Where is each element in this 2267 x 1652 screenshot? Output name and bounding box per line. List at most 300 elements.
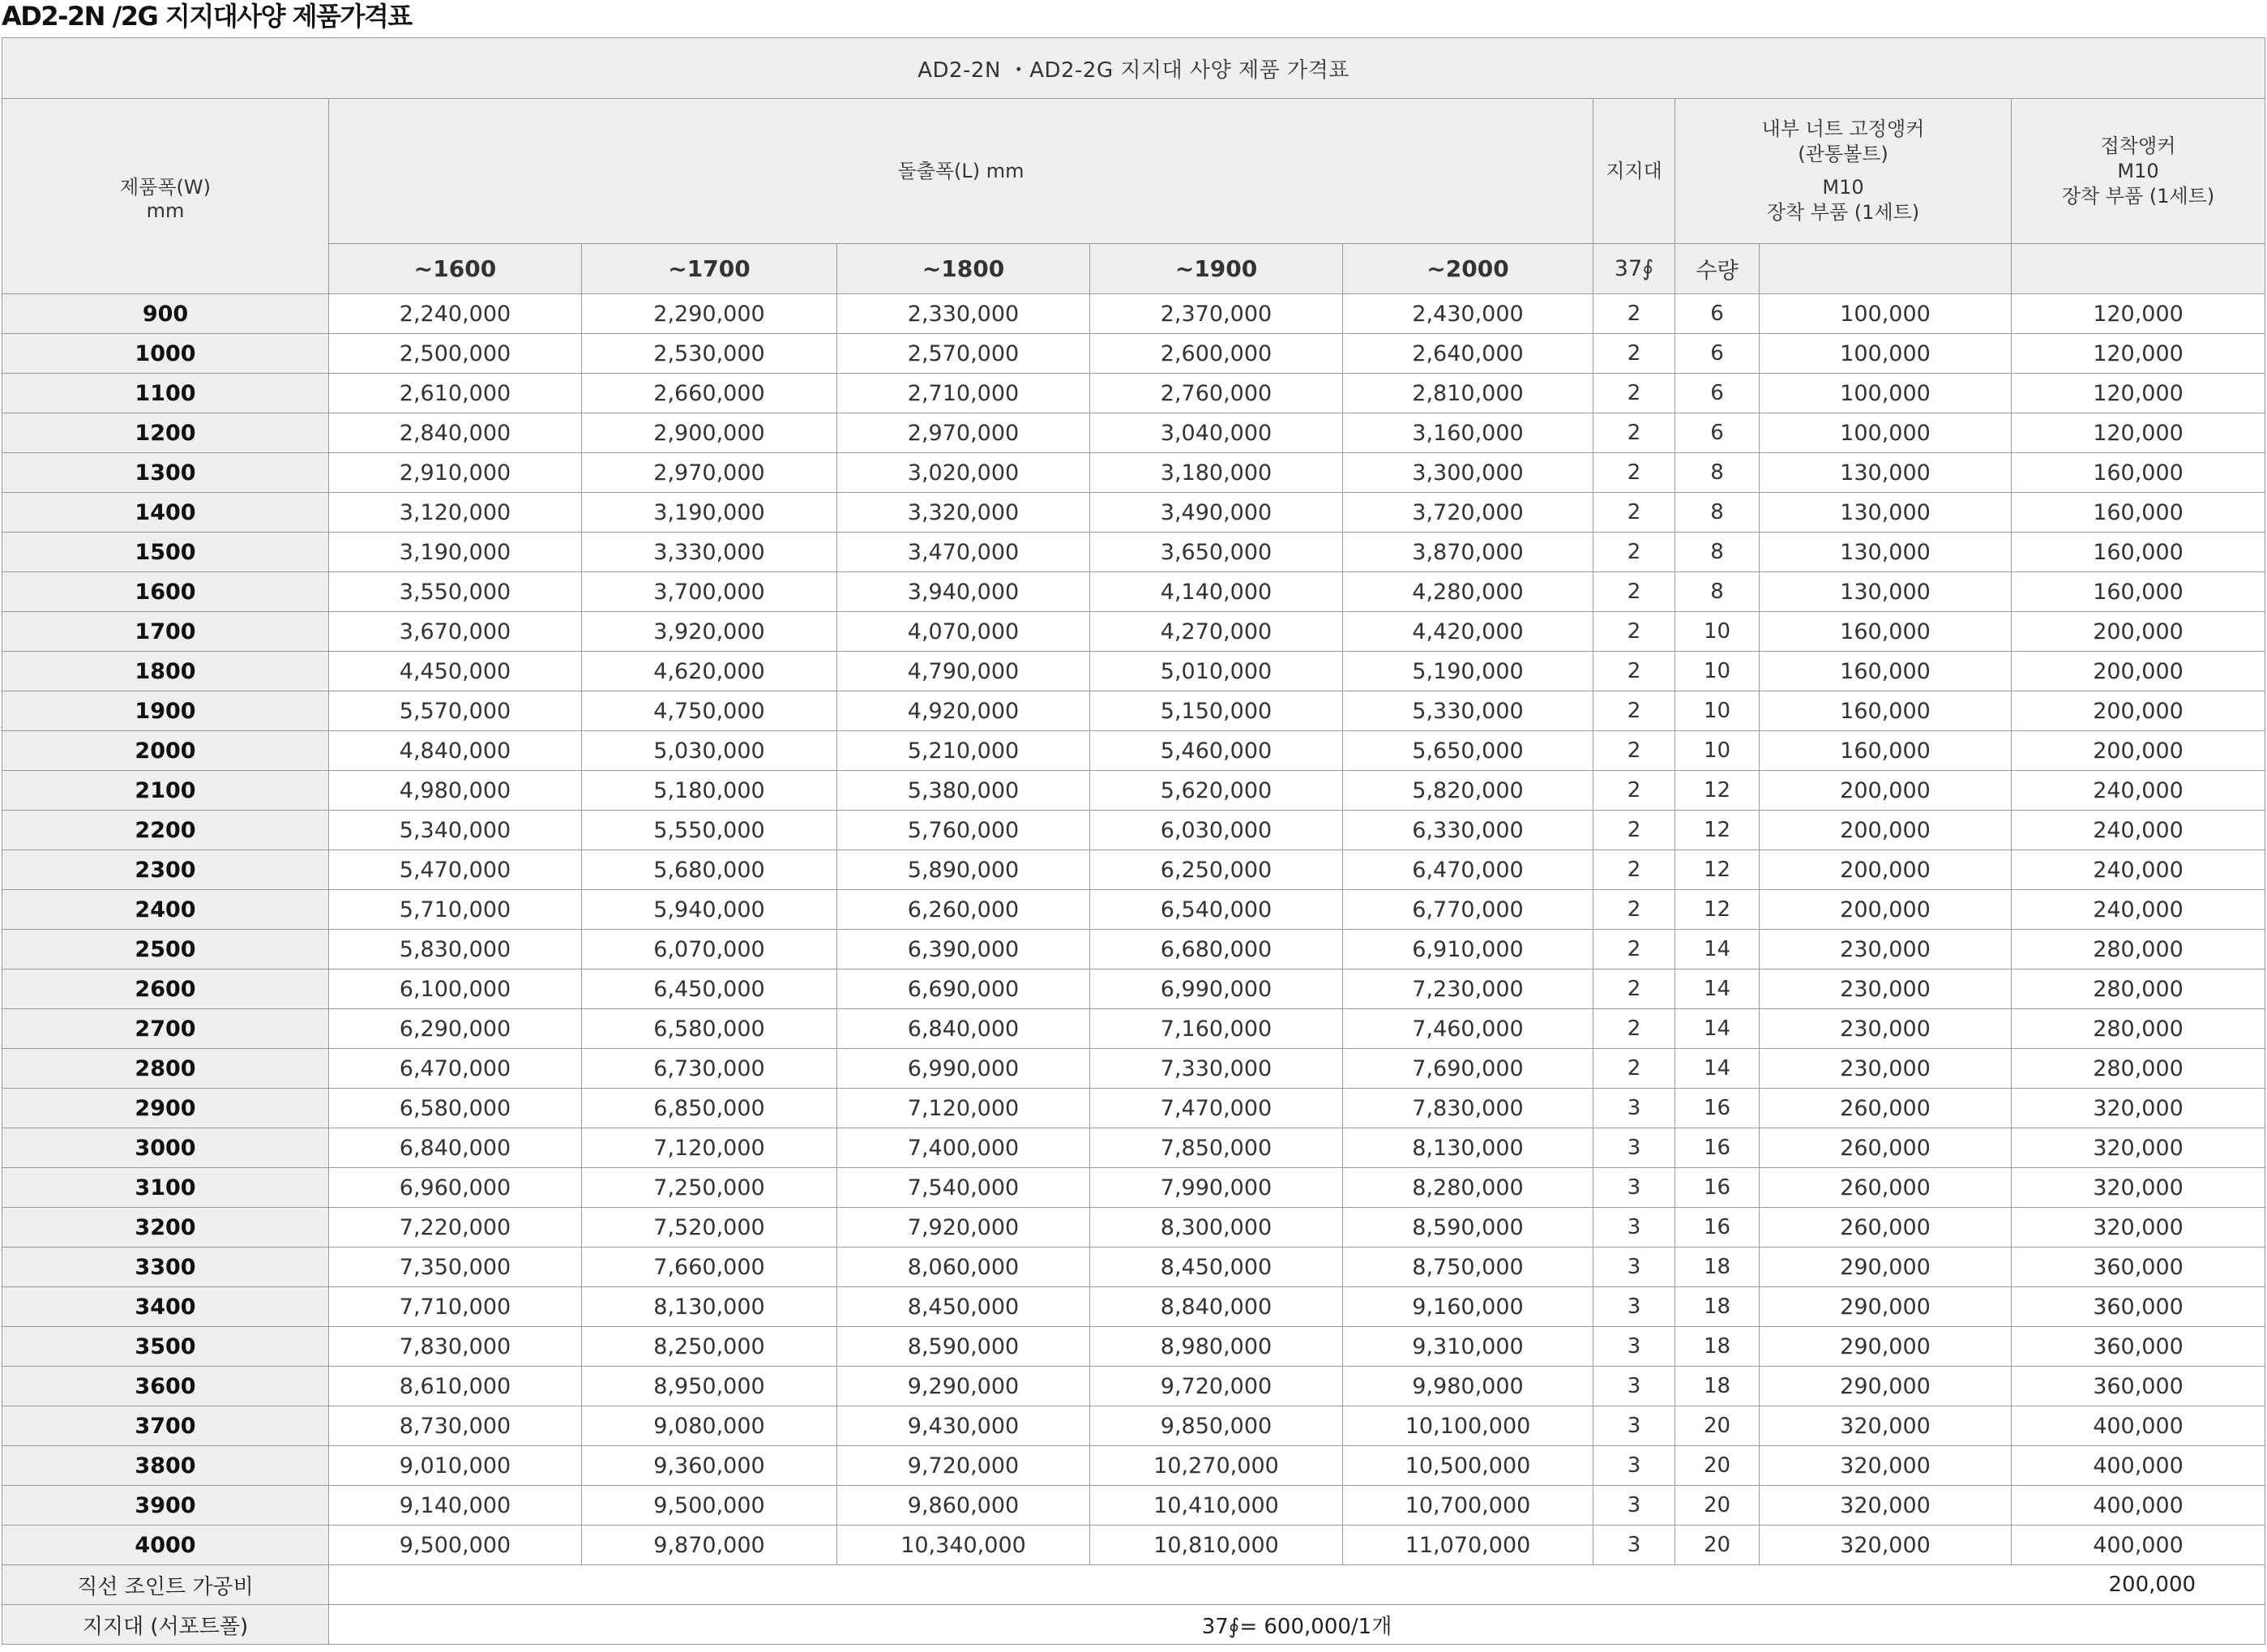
price-cell: 2,810,000	[1343, 374, 1593, 413]
inner-anchor-price: 230,000	[1760, 930, 2012, 969]
price-cell: 5,210,000	[837, 731, 1090, 771]
length-col-1900: ~1900	[1090, 244, 1343, 294]
row-width: 3200	[2, 1208, 329, 1248]
price-cell: 6,730,000	[582, 1049, 837, 1089]
anchor-qty: 12	[1675, 771, 1760, 811]
price-cell: 6,990,000	[837, 1049, 1090, 1089]
price-cell: 9,850,000	[1090, 1406, 1343, 1446]
price-cell: 5,330,000	[1343, 691, 1593, 731]
support-count: 2	[1593, 413, 1675, 453]
row-width: 3600	[2, 1367, 329, 1406]
inner-anchor-price: 200,000	[1760, 850, 2012, 890]
adhesive-anchor-price: 360,000	[2012, 1287, 2265, 1327]
inner-anchor-price: 160,000	[1760, 652, 2012, 691]
adhesive-line2: M10	[2117, 159, 2159, 182]
support-count: 3	[1593, 1367, 1675, 1406]
price-cell: 7,990,000	[1090, 1168, 1343, 1208]
inner-anchor-line4: 장착 부품 (1세트)	[1766, 201, 1920, 224]
table-row	[2, 1009, 2265, 1049]
inner-anchor-line3: M10	[1822, 176, 1864, 199]
anchor-qty: 16	[1675, 1168, 1760, 1208]
joint-cost-label: 직선 조인트 가공비	[2, 1565, 329, 1605]
price-cell: 2,840,000	[329, 413, 582, 453]
price-cell: 4,750,000	[582, 691, 837, 731]
table-row	[2, 374, 2265, 413]
support-count: 3	[1593, 1526, 1675, 1565]
price-cell: 7,540,000	[837, 1168, 1090, 1208]
adhesive-anchor-price: 240,000	[2012, 811, 2265, 850]
support-count: 2	[1593, 572, 1675, 612]
inner-anchor-header	[1675, 99, 2012, 244]
price-cell: 7,460,000	[1343, 1009, 1593, 1049]
price-cell: 3,320,000	[837, 493, 1090, 533]
price-cell: 8,750,000	[1343, 1248, 1593, 1287]
inner-anchor-price: 230,000	[1760, 969, 2012, 1009]
price-cell: 8,730,000	[329, 1406, 582, 1446]
table-row	[2, 652, 2265, 691]
price-cell: 3,700,000	[582, 572, 837, 612]
inner-anchor-price: 100,000	[1760, 374, 2012, 413]
price-cell: 11,070,000	[1343, 1526, 1593, 1565]
anchor-qty: 16	[1675, 1208, 1760, 1248]
anchor-qty: 20	[1675, 1406, 1760, 1446]
price-cell: 5,760,000	[837, 811, 1090, 850]
adhesive-anchor-price: 200,000	[2012, 652, 2265, 691]
price-cell: 6,910,000	[1343, 930, 1593, 969]
price-cell: 7,350,000	[329, 1248, 582, 1287]
price-cell: 4,270,000	[1090, 612, 1343, 652]
adhesive-anchor-price: 200,000	[2012, 691, 2265, 731]
adhesive-anchor-price: 240,000	[2012, 771, 2265, 811]
support-count: 3	[1593, 1089, 1675, 1128]
inner-anchor-line1: 내부 너트 고정앵커	[1761, 118, 1925, 140]
price-cell: 8,590,000	[1343, 1208, 1593, 1248]
adhesive-anchor-price: 320,000	[2012, 1128, 2265, 1168]
inner-anchor-line2: (관통볼트)	[1798, 143, 1888, 165]
footer-row-support	[2, 1605, 2265, 1645]
adhesive-anchor-price: 400,000	[2012, 1446, 2265, 1486]
price-cell: 8,590,000	[837, 1327, 1090, 1367]
price-cell: 6,100,000	[329, 969, 582, 1009]
price-cell: 8,130,000	[1343, 1128, 1593, 1168]
price-cell: 5,010,000	[1090, 652, 1343, 691]
table-row	[2, 334, 2265, 374]
support-count: 2	[1593, 374, 1675, 413]
table-row	[2, 1128, 2265, 1168]
price-cell: 4,980,000	[329, 771, 582, 811]
anchor-qty: 18	[1675, 1367, 1760, 1406]
price-cell: 7,250,000	[582, 1168, 837, 1208]
anchor-qty: 6	[1675, 334, 1760, 374]
anchor-qty: 8	[1675, 453, 1760, 493]
price-cell: 8,060,000	[837, 1248, 1090, 1287]
support-count: 3	[1593, 1406, 1675, 1446]
adhesive-anchor-price: 320,000	[2012, 1208, 2265, 1248]
adhesive-line3: 장착 부품 (1세트)	[2061, 184, 2215, 208]
price-cell: 6,840,000	[837, 1009, 1090, 1049]
row-width: 2000	[2, 731, 329, 771]
adhesive-anchor-price: 320,000	[2012, 1168, 2265, 1208]
price-cell: 6,030,000	[1090, 811, 1343, 850]
support-count: 2	[1593, 930, 1675, 969]
length-col-2000: ~2000	[1343, 244, 1593, 294]
price-cell: 6,580,000	[329, 1089, 582, 1128]
inner-anchor-price: 320,000	[1760, 1526, 2012, 1565]
price-cell: 5,620,000	[1090, 771, 1343, 811]
row-width: 2500	[2, 930, 329, 969]
adhesive-line1: 접착앵커	[2100, 134, 2176, 157]
anchor-qty: 10	[1675, 691, 1760, 731]
anchor-qty: 12	[1675, 811, 1760, 850]
support-count: 2	[1593, 294, 1675, 334]
table-row	[2, 1446, 2265, 1486]
inner-anchor-price: 130,000	[1760, 572, 2012, 612]
table-row	[2, 930, 2265, 969]
adhesive-anchor-price: 400,000	[2012, 1526, 2265, 1565]
anchor-qty: 6	[1675, 374, 1760, 413]
price-cell: 6,250,000	[1090, 850, 1343, 890]
length-col-1800: ~1800	[837, 244, 1090, 294]
adhesive-anchor-price: 200,000	[2012, 612, 2265, 652]
row-width: 1300	[2, 453, 329, 493]
price-cell: 2,610,000	[329, 374, 582, 413]
price-cell: 9,980,000	[1343, 1367, 1593, 1406]
table-row	[2, 1486, 2265, 1526]
price-cell: 3,190,000	[329, 533, 582, 572]
price-cell: 3,300,000	[1343, 453, 1593, 493]
adhesive-anchor-price: 400,000	[2012, 1406, 2265, 1446]
price-cell: 6,850,000	[582, 1089, 837, 1128]
price-cell: 3,870,000	[1343, 533, 1593, 572]
price-rows	[2, 294, 2265, 1565]
price-cell: 4,920,000	[837, 691, 1090, 731]
price-cell: 7,660,000	[582, 1248, 837, 1287]
price-cell: 8,250,000	[582, 1327, 837, 1367]
inner-anchor-price: 200,000	[1760, 771, 2012, 811]
price-cell: 9,140,000	[329, 1486, 582, 1526]
price-cell: 7,850,000	[1090, 1128, 1343, 1168]
support-count: 2	[1593, 890, 1675, 930]
row-width: 2700	[2, 1009, 329, 1049]
price-cell: 3,650,000	[1090, 533, 1343, 572]
inner-anchor-price: 290,000	[1760, 1327, 2012, 1367]
anchor-qty: 14	[1675, 1049, 1760, 1089]
adhesive-anchor-header	[2012, 99, 2265, 244]
price-cell: 3,020,000	[837, 453, 1090, 493]
anchor-qty: 20	[1675, 1526, 1760, 1565]
inner-anchor-price: 320,000	[1760, 1446, 2012, 1486]
row-width: 3900	[2, 1486, 329, 1526]
price-cell: 3,120,000	[329, 493, 582, 533]
price-cell: 3,550,000	[329, 572, 582, 612]
anchor-qty: 18	[1675, 1287, 1760, 1327]
price-cell: 2,430,000	[1343, 294, 1593, 334]
length-col-1600: ~1600	[329, 244, 582, 294]
adhesive-anchor-price: 120,000	[2012, 413, 2265, 453]
adhesive-anchor-price: 160,000	[2012, 572, 2265, 612]
width-header	[2, 99, 329, 294]
adhesive-price-header	[2012, 244, 2265, 294]
adhesive-anchor-price: 120,000	[2012, 374, 2265, 413]
table-row	[2, 1168, 2265, 1208]
price-cell: 2,600,000	[1090, 334, 1343, 374]
price-cell: 3,160,000	[1343, 413, 1593, 453]
price-cell: 7,520,000	[582, 1208, 837, 1248]
price-cell: 9,720,000	[1090, 1367, 1343, 1406]
price-cell: 2,240,000	[329, 294, 582, 334]
support-header: 지지대	[1593, 99, 1675, 244]
row-width: 3700	[2, 1406, 329, 1446]
table-row	[2, 1526, 2265, 1565]
price-cell: 7,690,000	[1343, 1049, 1593, 1089]
price-cell: 6,290,000	[329, 1009, 582, 1049]
anchor-qty: 8	[1675, 572, 1760, 612]
price-cell: 9,870,000	[582, 1526, 837, 1565]
row-width: 1800	[2, 652, 329, 691]
anchor-qty: 12	[1675, 890, 1760, 930]
price-cell: 5,030,000	[582, 731, 837, 771]
inner-anchor-price: 230,000	[1760, 1009, 2012, 1049]
inner-anchor-price: 130,000	[1760, 493, 2012, 533]
row-width: 1900	[2, 691, 329, 731]
price-cell: 2,530,000	[582, 334, 837, 374]
price-cell: 3,190,000	[582, 493, 837, 533]
anchor-qty: 12	[1675, 850, 1760, 890]
price-cell: 3,470,000	[837, 533, 1090, 572]
inner-anchor-price: 290,000	[1760, 1367, 2012, 1406]
inner-anchor-price: 290,000	[1760, 1287, 2012, 1327]
joint-cost-value: 200,000	[329, 1565, 2265, 1605]
price-cell: 6,330,000	[1343, 811, 1593, 850]
price-cell: 5,460,000	[1090, 731, 1343, 771]
table-row	[2, 453, 2265, 493]
support-count: 3	[1593, 1208, 1675, 1248]
anchor-qty: 10	[1675, 612, 1760, 652]
price-cell: 3,490,000	[1090, 493, 1343, 533]
row-width: 2200	[2, 811, 329, 850]
table-row	[2, 413, 2265, 453]
anchor-qty: 8	[1675, 493, 1760, 533]
price-cell: 4,840,000	[329, 731, 582, 771]
adhesive-anchor-price: 400,000	[2012, 1486, 2265, 1526]
length-col-1700: ~1700	[582, 244, 837, 294]
table-row	[2, 612, 2265, 652]
anchor-qty: 14	[1675, 969, 1760, 1009]
support-pole-value: 37∮= 600,000/1개	[329, 1605, 2265, 1645]
price-cell: 6,390,000	[837, 930, 1090, 969]
adhesive-anchor-price: 360,000	[2012, 1367, 2265, 1406]
price-cell: 2,570,000	[837, 334, 1090, 374]
price-cell: 2,900,000	[582, 413, 837, 453]
row-width: 4000	[2, 1526, 329, 1565]
table-row	[2, 572, 2265, 612]
price-cell: 8,450,000	[1090, 1248, 1343, 1287]
support-count: 3	[1593, 1486, 1675, 1526]
anchor-qty: 6	[1675, 413, 1760, 453]
row-width: 3400	[2, 1287, 329, 1327]
price-cell: 7,230,000	[1343, 969, 1593, 1009]
price-cell: 9,720,000	[837, 1446, 1090, 1486]
price-cell: 5,710,000	[329, 890, 582, 930]
price-cell: 7,330,000	[1090, 1049, 1343, 1089]
support-diameter: 37∮	[1593, 244, 1675, 294]
price-cell: 5,820,000	[1343, 771, 1593, 811]
width-header-unit: mm	[146, 199, 185, 222]
adhesive-anchor-price: 160,000	[2012, 453, 2265, 493]
price-cell: 10,500,000	[1343, 1446, 1593, 1486]
adhesive-anchor-price: 280,000	[2012, 1049, 2265, 1089]
table-row	[2, 969, 2265, 1009]
adhesive-anchor-price: 120,000	[2012, 294, 2265, 334]
width-header-label: 제품폭(W)	[119, 175, 211, 199]
price-cell: 8,130,000	[582, 1287, 837, 1327]
adhesive-anchor-price: 280,000	[2012, 1009, 2265, 1049]
price-cell: 9,010,000	[329, 1446, 582, 1486]
price-cell: 4,280,000	[1343, 572, 1593, 612]
price-cell: 6,680,000	[1090, 930, 1343, 969]
price-cell: 8,610,000	[329, 1367, 582, 1406]
price-cell: 9,360,000	[582, 1446, 837, 1486]
anchor-qty: 16	[1675, 1128, 1760, 1168]
row-width: 1200	[2, 413, 329, 453]
inner-anchor-price: 200,000	[1760, 890, 2012, 930]
price-cell: 3,670,000	[329, 612, 582, 652]
price-cell: 6,690,000	[837, 969, 1090, 1009]
inner-anchor-price: 230,000	[1760, 1049, 2012, 1089]
price-cell: 10,340,000	[837, 1526, 1090, 1565]
price-cell: 3,720,000	[1343, 493, 1593, 533]
price-cell: 6,260,000	[837, 890, 1090, 930]
row-width: 1100	[2, 374, 329, 413]
price-cell: 3,940,000	[837, 572, 1090, 612]
price-cell: 2,710,000	[837, 374, 1090, 413]
price-cell: 5,570,000	[329, 691, 582, 731]
table-row	[2, 1208, 2265, 1248]
price-cell: 8,450,000	[837, 1287, 1090, 1327]
price-cell: 2,660,000	[582, 374, 837, 413]
price-cell: 2,970,000	[582, 453, 837, 493]
inner-anchor-price: 320,000	[1760, 1406, 2012, 1446]
table-row	[2, 294, 2265, 334]
price-cell: 5,890,000	[837, 850, 1090, 890]
inner-anchor-price: 260,000	[1760, 1168, 2012, 1208]
inner-anchor-price: 100,000	[1760, 413, 2012, 453]
price-cell: 5,470,000	[329, 850, 582, 890]
price-cell: 10,410,000	[1090, 1486, 1343, 1526]
table-row	[2, 1327, 2265, 1367]
price-cell: 6,450,000	[582, 969, 837, 1009]
price-cell: 7,920,000	[837, 1208, 1090, 1248]
price-cell: 2,640,000	[1343, 334, 1593, 374]
table-row	[2, 731, 2265, 771]
table-row	[2, 1367, 2265, 1406]
price-cell: 4,620,000	[582, 652, 837, 691]
price-cell: 7,830,000	[1343, 1089, 1593, 1128]
anchor-qty: 14	[1675, 930, 1760, 969]
row-width: 2400	[2, 890, 329, 930]
row-width: 900	[2, 294, 329, 334]
support-pole-label: 지지대 (서포트폴)	[2, 1605, 329, 1645]
adhesive-anchor-price: 160,000	[2012, 493, 2265, 533]
adhesive-anchor-price: 120,000	[2012, 334, 2265, 374]
support-count: 2	[1593, 1009, 1675, 1049]
support-count: 2	[1593, 811, 1675, 850]
adhesive-anchor-price: 360,000	[2012, 1248, 2265, 1287]
anchor-qty: 20	[1675, 1446, 1760, 1486]
page-title: AD2-2N /2G 지지대사양 제품가격표	[2, 1, 412, 32]
row-width: 2300	[2, 850, 329, 890]
table-row	[2, 1287, 2265, 1327]
price-cell: 9,160,000	[1343, 1287, 1593, 1327]
price-cell: 6,990,000	[1090, 969, 1343, 1009]
price-cell: 6,070,000	[582, 930, 837, 969]
price-cell: 2,760,000	[1090, 374, 1343, 413]
support-count: 3	[1593, 1287, 1675, 1327]
price-cell: 7,160,000	[1090, 1009, 1343, 1049]
price-cell: 5,830,000	[329, 930, 582, 969]
adhesive-anchor-price: 280,000	[2012, 930, 2265, 969]
price-cell: 6,960,000	[329, 1168, 582, 1208]
price-cell: 7,830,000	[329, 1327, 582, 1367]
price-cell: 2,330,000	[837, 294, 1090, 334]
anchor-qty: 10	[1675, 652, 1760, 691]
inner-anchor-price: 260,000	[1760, 1208, 2012, 1248]
support-count: 3	[1593, 1168, 1675, 1208]
footer-row-joint	[2, 1565, 2265, 1605]
price-cell: 5,190,000	[1343, 652, 1593, 691]
row-width: 1000	[2, 334, 329, 374]
table-row	[2, 1049, 2265, 1089]
anchor-qty: 18	[1675, 1327, 1760, 1367]
price-cell: 10,810,000	[1090, 1526, 1343, 1565]
support-count: 2	[1593, 334, 1675, 374]
price-cell: 5,940,000	[582, 890, 837, 930]
price-cell: 4,420,000	[1343, 612, 1593, 652]
price-cell: 9,500,000	[329, 1526, 582, 1565]
anchor-qty: 10	[1675, 731, 1760, 771]
support-count: 2	[1593, 731, 1675, 771]
table-row	[2, 890, 2265, 930]
support-count: 2	[1593, 850, 1675, 890]
price-cell: 3,040,000	[1090, 413, 1343, 453]
support-count: 2	[1593, 612, 1675, 652]
price-cell: 7,400,000	[837, 1128, 1090, 1168]
price-cell: 3,920,000	[582, 612, 837, 652]
price-cell: 7,220,000	[329, 1208, 582, 1248]
price-cell: 9,430,000	[837, 1406, 1090, 1446]
price-cell: 9,310,000	[1343, 1327, 1593, 1367]
price-cell: 2,910,000	[329, 453, 582, 493]
price-cell: 7,120,000	[582, 1128, 837, 1168]
inner-anchor-price: 260,000	[1760, 1089, 2012, 1128]
inner-anchor-price: 320,000	[1760, 1486, 2012, 1526]
price-cell: 8,840,000	[1090, 1287, 1343, 1327]
support-count: 2	[1593, 652, 1675, 691]
price-cell: 5,680,000	[582, 850, 837, 890]
price-cell: 7,120,000	[837, 1089, 1090, 1128]
length-header: 돌출폭(L) mm	[329, 99, 1593, 244]
row-width: 1400	[2, 493, 329, 533]
row-width: 1700	[2, 612, 329, 652]
anchor-qty: 8	[1675, 533, 1760, 572]
price-cell: 8,280,000	[1343, 1168, 1593, 1208]
adhesive-anchor-price: 240,000	[2012, 890, 2265, 930]
table-row	[2, 1089, 2265, 1128]
inner-anchor-price: 160,000	[1760, 612, 2012, 652]
inner-anchor-price: 160,000	[1760, 731, 2012, 771]
adhesive-anchor-price: 320,000	[2012, 1089, 2265, 1128]
price-cell: 9,500,000	[582, 1486, 837, 1526]
